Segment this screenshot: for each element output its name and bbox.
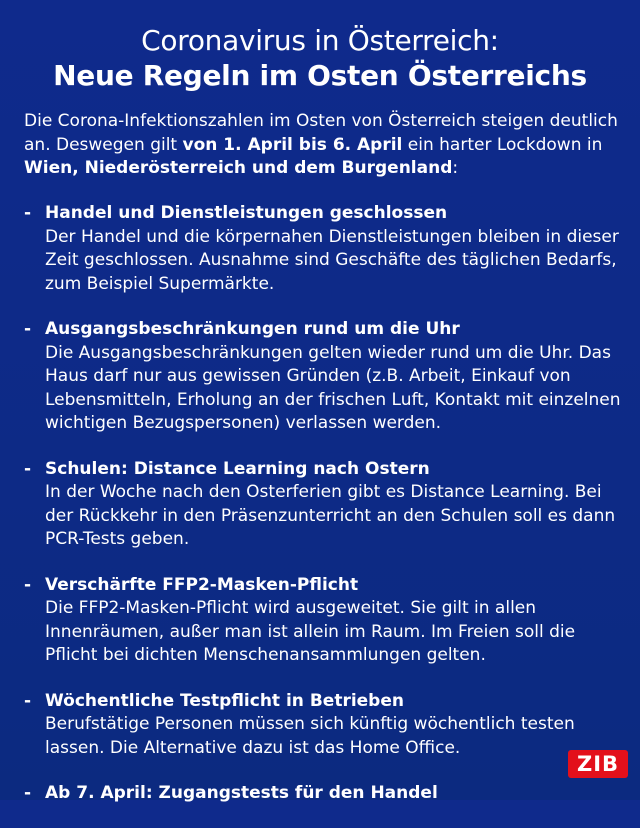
- bullet-dash: -: [24, 574, 32, 595]
- intro-text-1: Die Corona-Infektionszahlen im Osten von Österreich steigen deutlich an. Deswegen gilt: [24, 111, 618, 155]
- title-line-1: Coronavirus in Österreich:: [141, 24, 499, 57]
- intro-text-2: ein harter Lockdown in: [402, 134, 603, 155]
- item-title: Ausgangsbeschränkungen rund um die Uhr: [45, 319, 460, 339]
- list-item: [24, 574, 624, 668]
- zib-logo: ZIB: [568, 750, 628, 778]
- item-title: Wöchentliche Testpflicht in Betrieben: [45, 690, 404, 711]
- header: [0, 0, 640, 94]
- list-item: [24, 458, 624, 552]
- item-text: In der Woche nach den Osterferien gibt es Distance Learning. Bei der Rückkehr in den Präsenzunterricht an den Schulen soll es dann PCR-Tests geben.: [45, 482, 616, 549]
- bullet-dash: -: [24, 783, 32, 803]
- item-text: Die FFP2-Masken-Pflicht wird ausgeweitet. Sie gilt in allen Innenräumen, außer man ist allein im Raum. Im Freien soll die Pflicht bei dichten Menschenansammlungen gelten.: [45, 598, 576, 665]
- intro-regions: Wien, Niederösterreich und dem Burgenland: [24, 158, 453, 178]
- intro-text-3: :: [452, 158, 459, 178]
- bullet-dash: -: [24, 690, 32, 711]
- item-title: Handel und Dienstleistungen geschlossen: [45, 203, 448, 223]
- item-title: Verschärfte FFP2-Masken-Pflicht: [45, 574, 359, 595]
- bullet-dash: -: [24, 203, 32, 223]
- list-item: [24, 318, 624, 436]
- intro-paragraph: [24, 110, 624, 181]
- list-item: [24, 782, 624, 806]
- title-line-2: Neue Regeln im Osten Österreichs: [53, 59, 587, 92]
- item-title: Ab 7. April: Zugangstests für den Handel: [45, 783, 438, 803]
- item-text: Der Handel und die körpernahen Dienstleistungen bleiben in dieser Zeit geschlossen. Ausnahme sind Geschäfte des täglichen Bedarfs, zum Beispiel Supermärkte.: [45, 226, 619, 294]
- item-title: Schulen: Distance Learning nach Ostern: [45, 458, 430, 479]
- item-text: Berufstätige Personen müssen sich künftig wöchentlich testen lassen. Die Alternative dazu ist das Home Office.: [45, 714, 575, 758]
- rules-list: [24, 202, 624, 828]
- list-item: [24, 690, 624, 761]
- bullet-dash: -: [24, 319, 32, 339]
- bullet-dash: -: [24, 458, 32, 479]
- item-text: Die Ausgangsbeschränkungen gelten wieder rund um die Uhr. Das Haus darf nur aus gewissen Gründen (z.B. Arbeit, Einkauf von Lebensmitteln, Erholung an der frischen Luft, Kontakt mit einzelnen wichtigen Bezugspersonen) verlassen werden.: [45, 342, 621, 433]
- intro-date-range: von 1. April bis 6. April: [182, 134, 403, 155]
- list-item: [24, 202, 624, 296]
